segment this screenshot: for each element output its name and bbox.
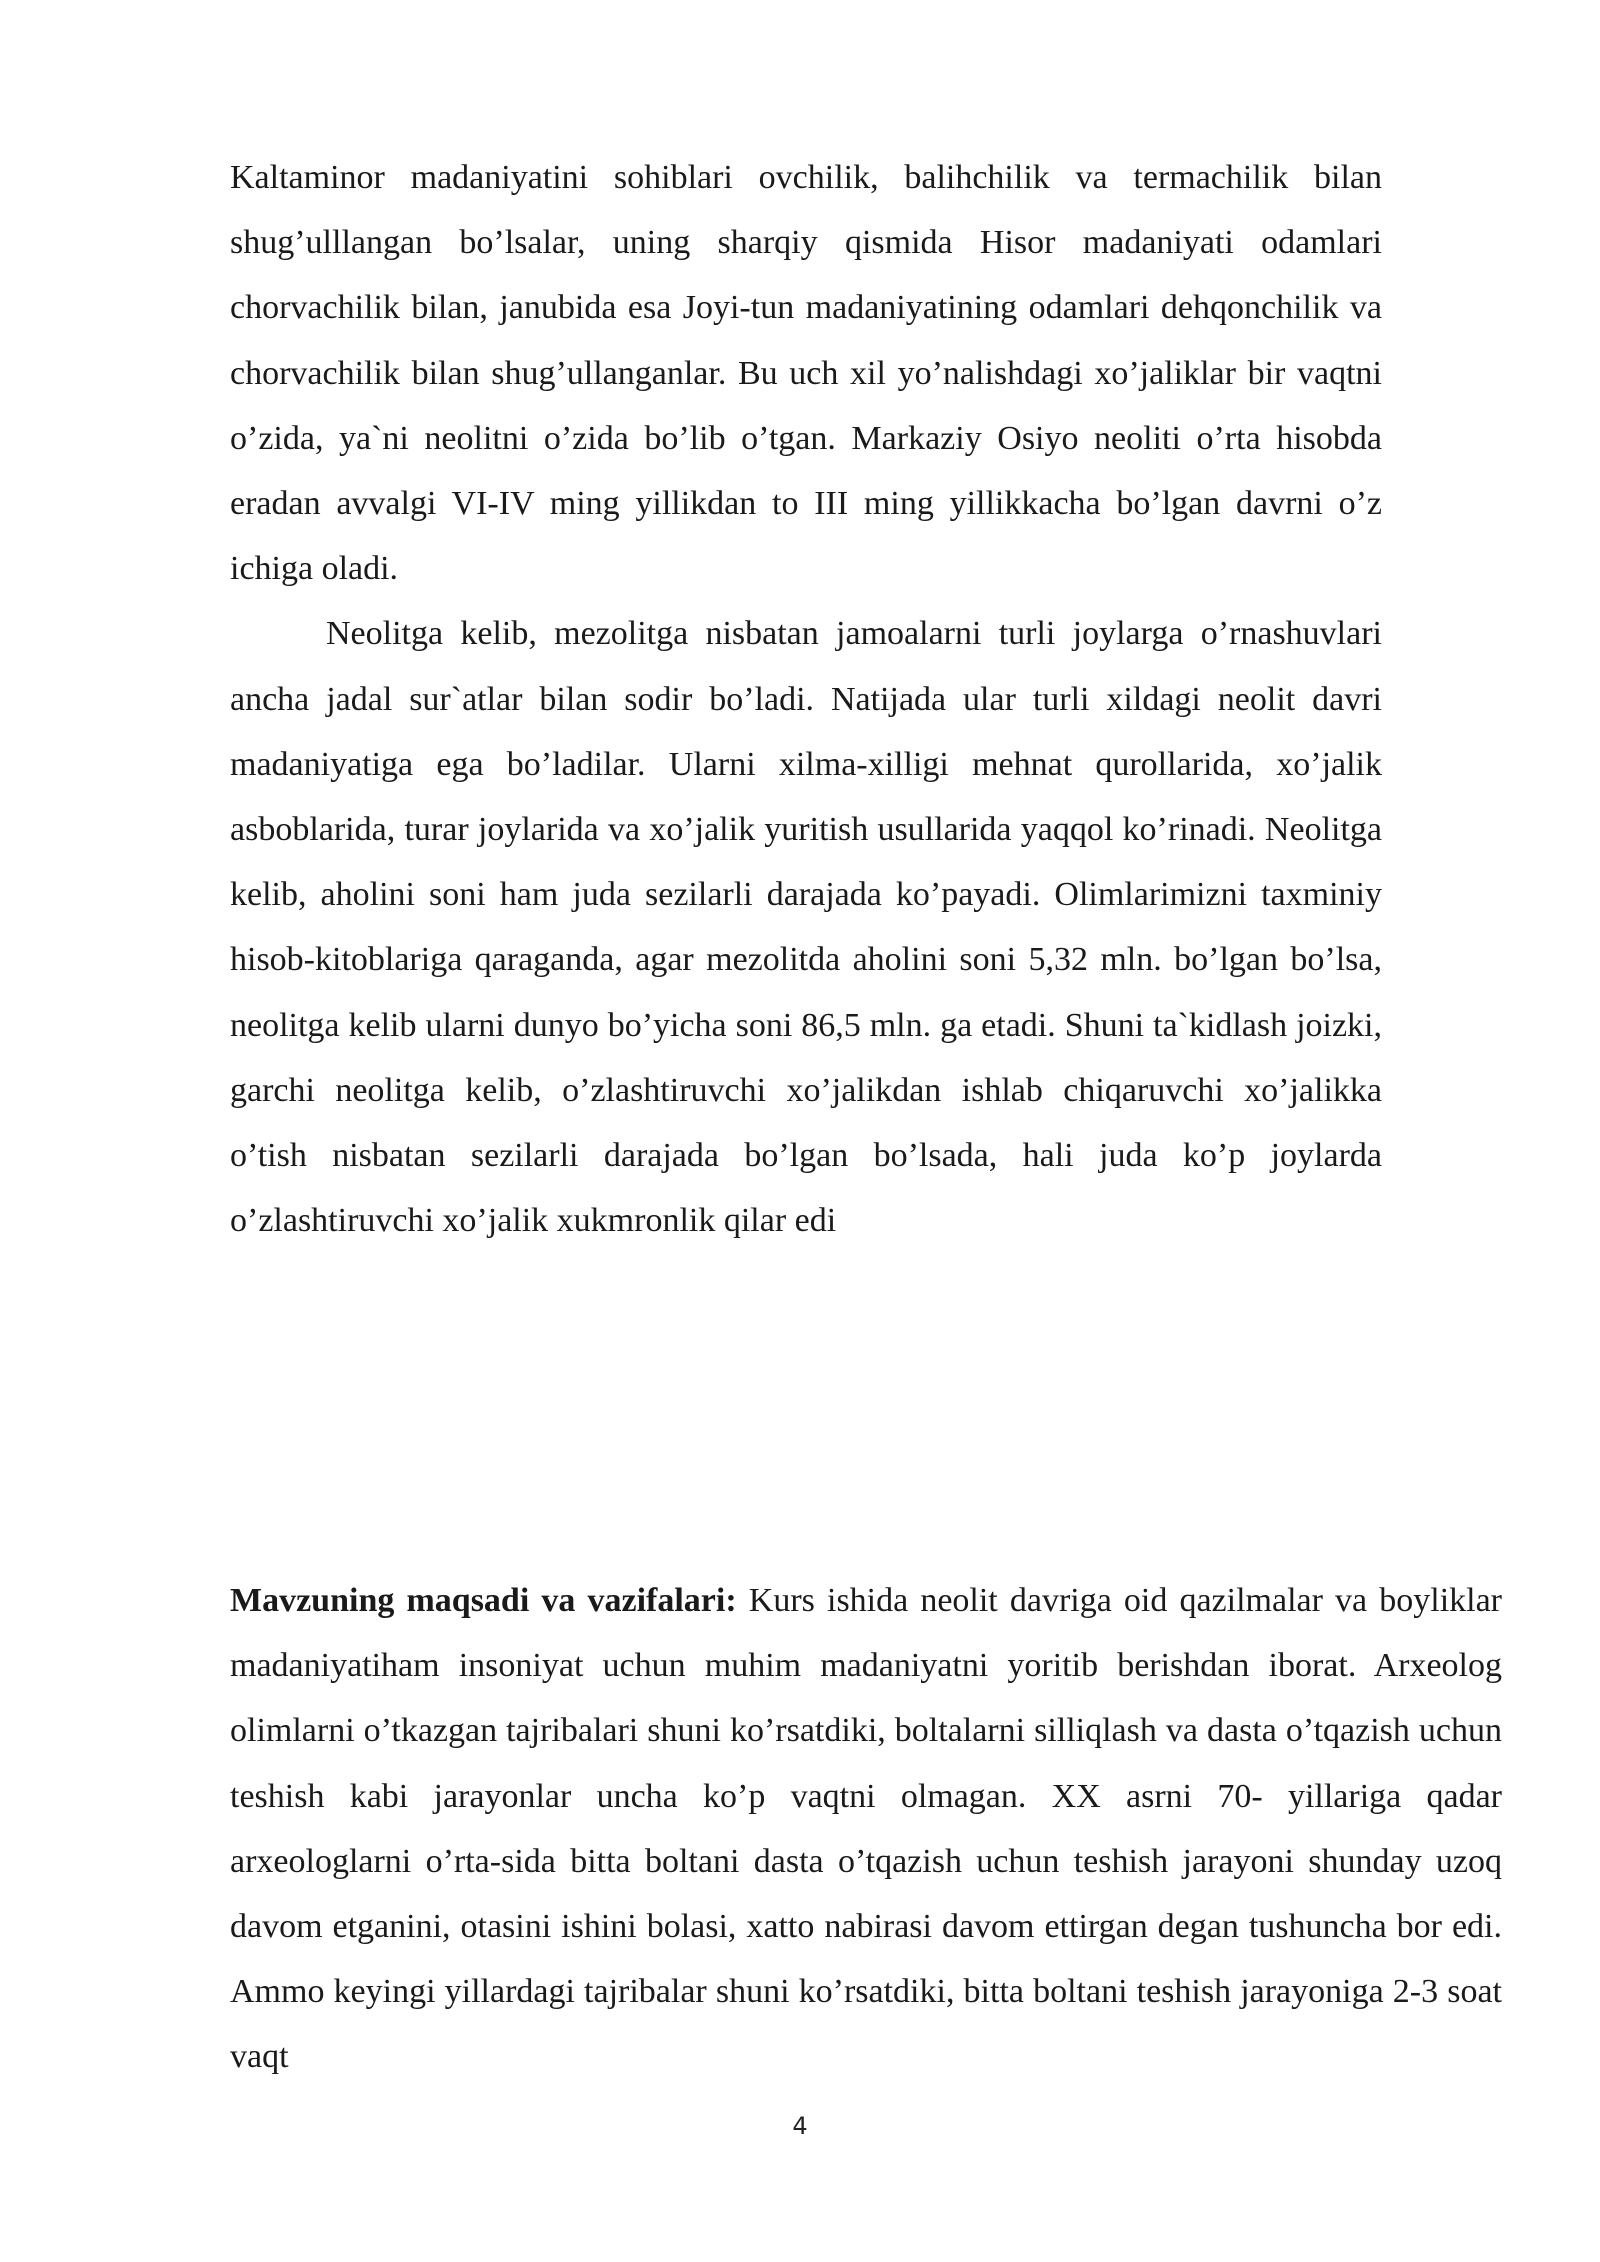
body-text-lower bbox=[230, 1568, 1502, 2090]
paragraph-mavzu bbox=[230, 1568, 1502, 2090]
page-number: 4 bbox=[792, 2112, 808, 2140]
body-text-upper bbox=[230, 145, 1382, 1253]
section-heading: Mavzuning maqsadi va vazifalari: bbox=[230, 1582, 737, 1619]
paragraph-kaltaminor: Kaltaminor madaniyatini sohiblari ovchilik, balihchilik va termachilik bilan shug’ulllangan bo’lsalar, uning sharqiy qismida Hisor madaniyati odamlari chorvachilik bilan, janubida esa Joyi-tun madaniyatining odamlari dehqonchilik va chorvachilik bilan shug’ullanganlar. Bu uch xil yo’nalishdagi xo’jaliklar bir vaqtni o’zida, ya`ni neolitni o’zida bo’lib o’tgan. Markaziy Osiyo neoliti o’rta hisobda eradan avvalgi VI-IV ming yillikdan to III ming yillikkacha bo’lgan davrni o’z ichiga oladi. bbox=[230, 159, 1382, 588]
section-text: Kurs ishida neolit davriga oid qazilmalar va boyliklar madaniyatiham insoniyat uchun muhim madaniyatni yoritib berishdan iborat. Arxeolog olimlarni o’tkazgan tajribalari shuni ko’rsatdiki, boltalarni silliqlash va dasta o’tqazish uchun teshish kabi jarayonlar uncha ko’p vaqtni olmagan. XX asrni 70- yillariga qadar arxeologlarni o’rta-sida bitta boltani dasta o’tqazish uchun teshish jarayoni shunday uzoq davom etganini, otasini ishini bolasi, xatto nabirasi davom ettirgan degan tushuncha bor edi. Ammo keyingi yillardagi tajribalar shuni ko’rsatdiki, bitta boltani teshish jarayoniga 2-3 soat vaqt bbox=[230, 1582, 1502, 2076]
paragraph-neolitga-kelib: Neolitga kelib, mezolitga nisbatan jamoalarni turli joylarga o’rnashuvlari ancha jadal sur`atlar bilan sodir bo’ladi. Natijada ular turli xildagi neolit davri madaniyatiga ega bo’ladilar. Ularni xilma-xilligi mehnat qurollarida, xo’jalik asboblarida, turar joylarida va xo’jalik yuritish usullarida yaqqol ko’rinadi. Neolitga kelib, aholini soni ham juda sezilarli darajada ko’payadi. Olimlarimizni taxminiy hisob-kitoblariga qaraganda, agar mezolitda aholini soni 5,32 mln. bo’lgan bo’lsa, neolitga kelib ularni dunyo bo’yicha soni 86,5 mln. ga etadi. Shuni ta`kidlash joizki, garchi neolitga kelib, o’zlashtiruvchi xo’jalikdan ishlab chiqaruvchi xo’jalikka o’tish nisbatan sezilarli darajada bo’lgan bo’lsada, hali juda ko’p joylarda o’zlashtiruvchi xo’jalik xukmronlik qilar edi bbox=[230, 615, 1382, 1240]
